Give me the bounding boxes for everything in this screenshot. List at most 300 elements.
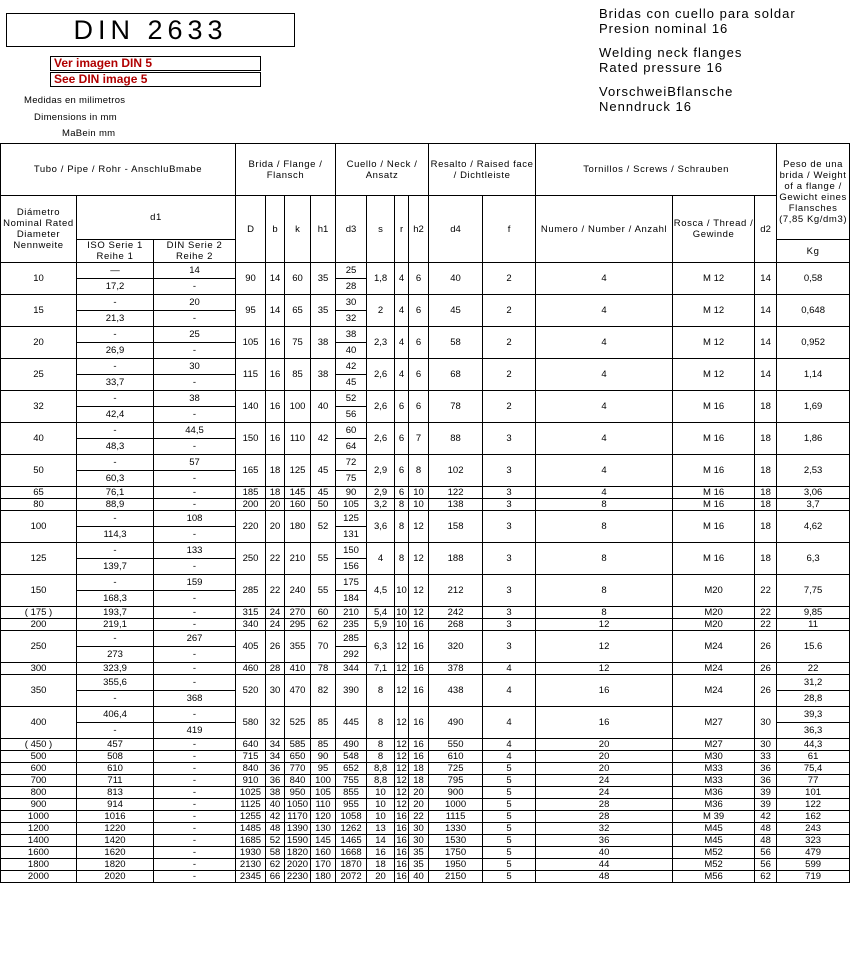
nominal-diameter-cell: 40: [1, 423, 77, 455]
s-cell: 10: [367, 811, 395, 823]
see-image-link-en[interactable]: See DIN image 5: [50, 72, 261, 87]
b-cell: 58: [266, 847, 285, 859]
d4-cell: 158: [429, 511, 483, 543]
D-cell: 200: [236, 499, 266, 511]
thread-cell: M24: [673, 675, 755, 707]
k-cell: 240: [285, 575, 311, 607]
nominal-diameter-cell: 1200: [1, 823, 77, 835]
nominal-diameter-cell: ( 175 ): [1, 607, 77, 619]
din-cell: 419: [154, 723, 236, 739]
h2-cell: 16: [409, 631, 429, 663]
table-row: [1, 391, 850, 407]
d3-cell: 285: [336, 631, 367, 647]
d4-cell: 2150: [429, 871, 483, 883]
num-cell: 8: [536, 499, 673, 511]
thread-cell: M 16: [673, 543, 755, 575]
D-cell: 90: [236, 263, 266, 295]
h2-cell: 16: [409, 619, 429, 631]
d3-cell: 42: [336, 359, 367, 375]
d3-cell: 344: [336, 663, 367, 675]
f-cell: 4: [483, 675, 536, 707]
h2-cell: 6: [409, 263, 429, 295]
table-row: [1, 823, 850, 835]
table-row: [1, 675, 850, 691]
h1-cell: 90: [311, 751, 336, 763]
b-cell: 16: [266, 327, 285, 359]
f-cell: 4: [483, 739, 536, 751]
din-cell: -: [154, 751, 236, 763]
h1-cell: 55: [311, 543, 336, 575]
h1-cell: 85: [311, 739, 336, 751]
d2-cell: 36: [755, 775, 777, 787]
d2-cell: 22: [755, 607, 777, 619]
d3-cell: 56: [336, 407, 367, 423]
thread-cell: M52: [673, 847, 755, 859]
din-cell: -: [154, 775, 236, 787]
nominal-diameter-cell: 150: [1, 575, 77, 607]
weight-cell: 1,86: [777, 423, 850, 455]
d3-cell: 1870: [336, 859, 367, 871]
num-cell: 4: [536, 455, 673, 487]
r-cell: 16: [396, 835, 407, 846]
h2-cell: 10: [409, 499, 429, 511]
iso-cell: 711: [77, 775, 154, 787]
weight-cell: 36,3: [777, 723, 850, 739]
h1-cell: 45: [311, 487, 336, 499]
num-cell: 20: [536, 739, 673, 751]
num-cell: 24: [536, 775, 673, 787]
iso-cell: 17,2: [77, 279, 154, 295]
din-cell: -: [154, 487, 236, 499]
f-cell: 5: [483, 847, 536, 859]
s-cell: 18: [367, 859, 395, 871]
k-cell: 100: [285, 391, 311, 423]
d3-cell: 32: [336, 311, 367, 327]
f-cell: 5: [483, 799, 536, 811]
nominal-diameter-cell: 1600: [1, 847, 77, 859]
r-cell: 12: [396, 663, 407, 674]
din-cell: -: [154, 591, 236, 607]
iso-cell: -: [77, 359, 154, 375]
table-row: [1, 575, 850, 591]
weight-cell: 323: [777, 835, 850, 847]
h1-cell: 35: [311, 295, 336, 327]
weight-cell: 162: [777, 811, 850, 823]
h1-cell: 70: [311, 631, 336, 663]
h2-cell: 20: [409, 787, 429, 799]
thread-cell: M36: [673, 799, 755, 811]
r-cell: 6: [395, 487, 409, 499]
tube-group-header: Tubo / Pipe / Rohr - AnschluBmabe: [1, 144, 236, 196]
b-cell: 34: [266, 739, 285, 751]
h1-cell: 60: [311, 607, 336, 619]
thread-header: Rosca / Thread / Gewinde: [673, 196, 755, 263]
weight-cell: 28,8: [777, 691, 850, 707]
h1-cell: 50: [311, 499, 336, 511]
D-cell: 910: [236, 775, 266, 787]
D-cell: 95: [236, 295, 266, 327]
d3-cell: 25: [336, 263, 367, 279]
d3-cell: 175: [336, 575, 367, 591]
table-row: [1, 631, 850, 647]
iso-cell: 21,3: [77, 311, 154, 327]
D-cell: 1255: [236, 811, 266, 823]
weight-cell: 101: [777, 787, 850, 799]
s-header: s: [367, 196, 395, 263]
b-cell: 22: [266, 543, 285, 575]
din-cell: -: [154, 823, 236, 835]
flange-dimension-table: [0, 143, 850, 883]
s-cell: 3,2: [367, 499, 395, 511]
h2-cell: 20: [409, 799, 429, 811]
din-cell: -: [154, 375, 236, 391]
h2-cell: 10: [409, 487, 429, 499]
h2-cell: 8: [409, 455, 429, 487]
din-cell: 368: [154, 691, 236, 707]
iso-cell: 26,9: [77, 343, 154, 359]
weight-cell: 243: [777, 823, 850, 835]
iso-cell: 2020: [77, 871, 154, 883]
h2-cell: 18: [409, 775, 429, 787]
thread-cell: M52: [673, 859, 755, 871]
d2-cell: 62: [755, 871, 777, 883]
d2-cell: 14: [755, 263, 777, 295]
neck-group-header: Cuello / Neck / Ansatz: [336, 144, 429, 196]
s-cell: 5,4: [367, 607, 395, 619]
d4-cell: 1750: [429, 847, 483, 859]
table-row: [1, 707, 850, 723]
r-cell: 12: [395, 675, 409, 707]
k-cell: 75: [285, 327, 311, 359]
D-cell: 520: [236, 675, 266, 707]
nominal-diameter-cell: 10: [1, 263, 77, 295]
d3-cell: 60: [336, 423, 367, 439]
f-cell: 2: [483, 263, 536, 295]
r-cell: 16: [396, 823, 407, 834]
thread-cell: M27: [673, 739, 755, 751]
d2-cell: 14: [755, 295, 777, 327]
r-cell: 12: [395, 707, 409, 739]
r-cell: 8: [395, 511, 409, 543]
iso-cell: 273: [77, 647, 154, 663]
s-cell: 16: [367, 847, 395, 859]
weight-cell: 0,952: [777, 327, 850, 359]
h1-cell: 85: [311, 707, 336, 739]
iso-cell: 76,1: [77, 487, 154, 499]
iso-cell: 813: [77, 787, 154, 799]
k-cell: 355: [285, 631, 311, 663]
s-cell: 4,5: [367, 575, 395, 607]
k-cell: 2020: [285, 859, 311, 871]
table-row: [1, 835, 850, 847]
d3-cell: 292: [336, 647, 367, 663]
din-cell: 20: [154, 295, 236, 311]
d4-cell: 68: [429, 359, 483, 391]
iso-cell: 114,3: [77, 527, 154, 543]
num-cell: 20: [536, 751, 673, 763]
iso-cell: 42,4: [77, 407, 154, 423]
nominal-diameter-cell: 200: [1, 619, 77, 631]
h1-header: h1: [311, 196, 336, 263]
din-cell: -: [154, 811, 236, 823]
din-cell: 14: [154, 263, 236, 279]
din-cell: 44,5: [154, 423, 236, 439]
b-cell: 28: [266, 663, 285, 675]
k-cell: 110: [285, 423, 311, 455]
weight-cell: 39,3: [777, 707, 850, 723]
b-cell: 14: [266, 263, 285, 295]
nominal-diameter-header: Diámetro Nominal Rated Diameter Nennweite: [1, 196, 77, 263]
num-cell: 8: [536, 575, 673, 607]
d2-cell: 18: [755, 499, 777, 511]
iso-cell: -: [77, 295, 154, 311]
nominal-diameter-cell: 1000: [1, 811, 77, 823]
d2-cell: 14: [755, 327, 777, 359]
din-cell: -: [154, 859, 236, 871]
h2-cell: 6: [409, 327, 429, 359]
r-cell: 12: [396, 739, 407, 750]
D-cell: 150: [236, 423, 266, 455]
h1-cell: 180: [311, 871, 336, 883]
desc-de-line2: Nenndruck 16: [599, 99, 692, 114]
see-image-link-es[interactable]: Ver imagen DIN 5: [50, 56, 261, 71]
h1-cell: 42: [311, 423, 336, 455]
flange-group-header: Brida / Flange / Flansch: [236, 144, 336, 196]
f-cell: 5: [483, 763, 536, 775]
r-cell: 10: [396, 607, 407, 618]
d3-cell: 955: [336, 799, 367, 811]
k-cell: 770: [285, 763, 311, 775]
h2-cell: 18: [409, 763, 429, 775]
nominal-diameter-cell: 80: [1, 499, 77, 511]
d4-cell: 40: [429, 263, 483, 295]
table-row: [1, 787, 850, 799]
weight-cell: 9,85: [777, 607, 850, 619]
d4-cell: 58: [429, 327, 483, 359]
weight-cell: 0,648: [777, 295, 850, 327]
s-cell: 7,1: [367, 663, 395, 675]
b-cell: 16: [266, 423, 285, 455]
num-cell: 12: [536, 631, 673, 663]
d4-cell: 242: [429, 607, 483, 619]
d4-cell: 795: [429, 775, 483, 787]
weight-cell: 3,7: [777, 499, 850, 511]
s-cell: 8: [367, 707, 395, 739]
thread-cell: M33: [673, 763, 755, 775]
f-cell: 3: [483, 575, 536, 607]
table-row: [1, 543, 850, 559]
num-cell: 4: [536, 487, 673, 499]
d3-cell: 30: [336, 295, 367, 311]
iso-cell: 406,4: [77, 707, 154, 723]
iso-cell: -: [77, 723, 154, 739]
iso-cell: 1620: [77, 847, 154, 859]
d4-cell: 1530: [429, 835, 483, 847]
d2-cell: 39: [755, 799, 777, 811]
d4-cell: 138: [429, 499, 483, 511]
iso-cell: 1820: [77, 859, 154, 871]
h2-cell: 12: [409, 543, 429, 575]
iso-cell: -: [77, 327, 154, 343]
d3-cell: 235: [336, 619, 367, 631]
nominal-diameter-cell: 125: [1, 543, 77, 575]
h1-cell: 45: [311, 455, 336, 487]
h2-cell: 35: [409, 859, 429, 871]
h1-cell: 82: [311, 675, 336, 707]
d2-cell: 33: [755, 751, 777, 763]
f-cell: 4: [483, 751, 536, 763]
f-cell: 3: [483, 487, 536, 499]
iso-cell: 48,3: [77, 439, 154, 455]
table-row: [1, 739, 850, 751]
k-cell: 950: [285, 787, 311, 799]
din-cell: 30: [154, 359, 236, 375]
d2-cell: 42: [755, 811, 777, 823]
table-row: [1, 775, 850, 787]
D-cell: 115: [236, 359, 266, 391]
thread-cell: M 16: [673, 423, 755, 455]
din-cell: -: [154, 707, 236, 723]
s-cell: 10: [367, 799, 395, 811]
b-cell: 66: [266, 871, 285, 883]
D-cell: 2130: [236, 859, 266, 871]
nominal-diameter-cell: ( 450 ): [1, 739, 77, 751]
d4-cell: 188: [429, 543, 483, 575]
iso-cell: -: [77, 631, 154, 647]
r-cell: 12: [396, 775, 407, 786]
h2-cell: 12: [409, 575, 429, 607]
weight-cell: 6,3: [777, 543, 850, 575]
r-cell: 6: [395, 391, 409, 423]
f-cell: 3: [483, 511, 536, 543]
weight-cell: 4,62: [777, 511, 850, 543]
weight-cell: 31,2: [777, 675, 850, 691]
d4-cell: 1000: [429, 799, 483, 811]
b-cell: 18: [266, 487, 285, 499]
iso-cell: 457: [77, 739, 154, 751]
d3-cell: 445: [336, 707, 367, 739]
d3-cell: 131: [336, 527, 367, 543]
iso-cell: 355,6: [77, 675, 154, 691]
h1-cell: 38: [311, 359, 336, 391]
h1-cell: 105: [311, 787, 336, 799]
k-cell: 85: [285, 359, 311, 391]
thread-cell: M 39: [673, 811, 755, 823]
document-title: DIN 2633: [6, 13, 295, 47]
s-cell: 5,9: [367, 619, 395, 631]
b-cell: 24: [266, 619, 285, 631]
d4-cell: 102: [429, 455, 483, 487]
h2-cell: 12: [409, 511, 429, 543]
iso-cell: -: [77, 575, 154, 591]
iso-cell: 1220: [77, 823, 154, 835]
k-cell: 180: [285, 511, 311, 543]
num-cell: 24: [536, 787, 673, 799]
thread-cell: M 12: [673, 359, 755, 391]
desc-es-line1: Bridas con cuello para soldar: [599, 6, 796, 21]
D-cell: 580: [236, 707, 266, 739]
num-cell: 12: [536, 663, 673, 675]
num-cell: 4: [536, 327, 673, 359]
d3-cell: 1465: [336, 835, 367, 847]
d2-cell: 26: [755, 631, 777, 663]
nominal-diameter-cell: 900: [1, 799, 77, 811]
num-cell: 12: [536, 619, 673, 631]
s-cell: 2,6: [367, 423, 395, 455]
table-row: [1, 455, 850, 471]
num-cell: 32: [536, 823, 673, 835]
num-cell: 4: [536, 359, 673, 391]
h1-cell: 130: [311, 823, 336, 835]
f-cell: 5: [483, 871, 536, 883]
r-cell: 4: [395, 359, 409, 391]
iso-cell: 219,1: [77, 619, 154, 631]
f-cell: 3: [483, 543, 536, 575]
k-cell: 125: [285, 455, 311, 487]
d3-header: d3: [336, 196, 367, 263]
iso-cell: 60,3: [77, 471, 154, 487]
thread-cell: M20: [673, 607, 755, 619]
d4-cell: 490: [429, 707, 483, 739]
k-cell: 525: [285, 707, 311, 739]
table-row: [1, 663, 850, 675]
table-row: [1, 619, 850, 631]
din-cell: -: [154, 675, 236, 691]
d4-cell: 550: [429, 739, 483, 751]
b-cell: 38: [266, 787, 285, 799]
h2-cell: 16: [409, 707, 429, 739]
b-cell: 22: [266, 575, 285, 607]
nominal-diameter-cell: 300: [1, 663, 77, 675]
d4-header: d4: [429, 196, 483, 263]
thread-cell: M 12: [673, 327, 755, 359]
d3-cell: 390: [336, 675, 367, 707]
thread-cell: M56: [673, 871, 755, 883]
iso-cell: 1016: [77, 811, 154, 823]
f-cell: 2: [483, 295, 536, 327]
D-cell: 140: [236, 391, 266, 423]
h2-cell: 6: [409, 359, 429, 391]
d2-cell: 56: [755, 859, 777, 871]
b-cell: 20: [266, 499, 285, 511]
r-cell: 10: [395, 575, 409, 607]
D-cell: 165: [236, 455, 266, 487]
iso-cell: -: [77, 511, 154, 527]
h1-cell: 35: [311, 263, 336, 295]
k-cell: 65: [285, 295, 311, 327]
units-en: Dimensions in mm: [34, 112, 117, 123]
f-cell: 3: [483, 499, 536, 511]
units-de: MaBein mm: [62, 128, 116, 139]
d4-cell: 268: [429, 619, 483, 631]
num-cell: 8: [536, 607, 673, 619]
thread-cell: M24: [673, 663, 755, 675]
num-cell: 48: [536, 871, 673, 883]
r-cell: 4: [395, 295, 409, 327]
r-cell: 16: [396, 847, 407, 858]
table-row: [1, 811, 850, 823]
h2-header: h2: [409, 196, 429, 263]
b-header: b: [266, 196, 285, 263]
thread-cell: M 16: [673, 499, 755, 511]
r-cell: 12: [395, 631, 409, 663]
weight-cell: 3,06: [777, 487, 850, 499]
b-cell: 40: [266, 799, 285, 811]
s-cell: 2,6: [367, 391, 395, 423]
b-cell: 42: [266, 811, 285, 823]
f-cell: 3: [483, 607, 536, 619]
h1-cell: 100: [311, 775, 336, 787]
